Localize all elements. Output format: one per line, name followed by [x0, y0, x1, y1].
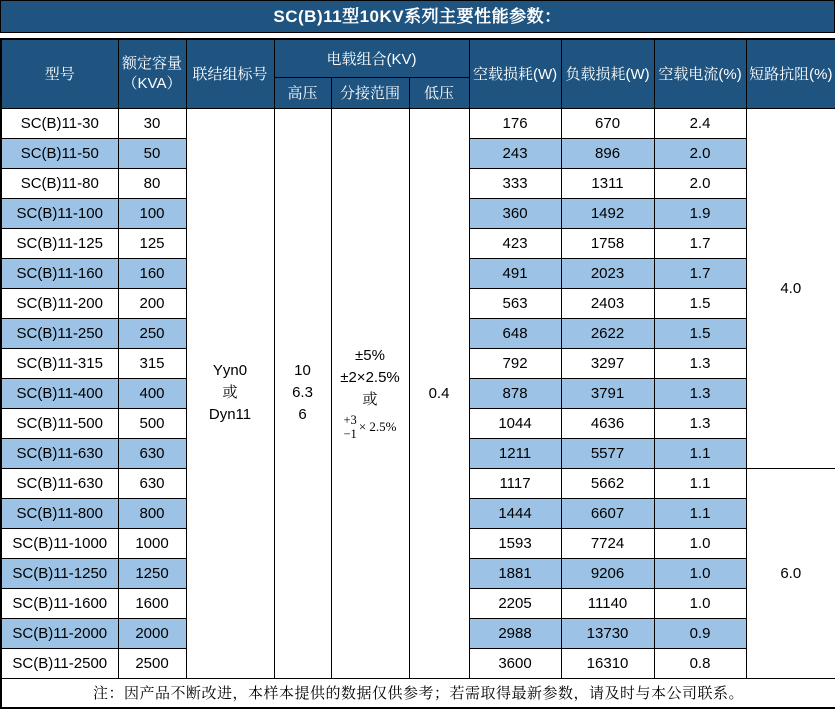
no-load-current-cell: 2.0: [654, 138, 746, 168]
no-load-loss-cell: 2988: [469, 618, 561, 648]
no-load-current-cell: 1.0: [654, 588, 746, 618]
capacity-cell: 315: [118, 348, 186, 378]
no-load-loss-cell: 792: [469, 348, 561, 378]
tap-stack-top: +3: [343, 412, 357, 427]
capacity-cell: 2000: [118, 618, 186, 648]
model-cell: SC(B)11-80: [1, 168, 118, 198]
no-load-current-cell: 1.7: [654, 258, 746, 288]
no-load-loss-cell: 333: [469, 168, 561, 198]
no-load-loss-cell: 1881: [469, 558, 561, 588]
impedance-cell-group2: 6.0: [746, 468, 835, 678]
load-loss-cell: 896: [561, 138, 654, 168]
connection-line: 或: [222, 384, 238, 401]
page-title: SC(B)11型10KV系列主要性能参数：: [0, 0, 835, 33]
no-load-current-cell: 1.5: [654, 318, 746, 348]
hv-line: 10: [294, 362, 311, 379]
model-cell: SC(B)11-30: [1, 108, 118, 138]
model-cell: SC(B)11-50: [1, 138, 118, 168]
capacity-cell: 630: [118, 468, 186, 498]
capacity-cell: 160: [118, 258, 186, 288]
load-loss-cell: 3297: [561, 348, 654, 378]
load-loss-cell: 16310: [561, 648, 654, 678]
capacity-cell: 1250: [118, 558, 186, 588]
model-cell: SC(B)11-500: [1, 408, 118, 438]
no-load-loss-cell: 648: [469, 318, 561, 348]
load-loss-cell: 5577: [561, 438, 654, 468]
no-load-loss-cell: 423: [469, 228, 561, 258]
load-loss-cell: 670: [561, 108, 654, 138]
col-header-connection: 联结组标号: [186, 39, 274, 108]
no-load-loss-cell: 243: [469, 138, 561, 168]
model-cell: SC(B)11-200: [1, 288, 118, 318]
capacity-cell: 400: [118, 378, 186, 408]
col-header-capacity-line1: 额定容量: [121, 54, 182, 72]
impedance-cell-group1: 4.0: [746, 108, 835, 468]
load-loss-cell: 11140: [561, 588, 654, 618]
load-loss-cell: 1492: [561, 198, 654, 228]
footer-note-row: [1, 678, 835, 708]
col-header-impedance: 短路抗阻(%): [746, 39, 835, 108]
no-load-current-cell: 1.0: [654, 558, 746, 588]
col-header-capacity-line2: （KVA）: [122, 74, 182, 92]
capacity-cell: 30: [118, 108, 186, 138]
no-load-current-cell: 1.5: [654, 288, 746, 318]
model-cell: SC(B)11-2500: [1, 648, 118, 678]
connection-line: Yyn0: [212, 362, 248, 379]
no-load-loss-cell: 1044: [469, 408, 561, 438]
capacity-cell: 2500: [118, 648, 186, 678]
no-load-loss-cell: 1593: [469, 528, 561, 558]
no-load-current-cell: 2.0: [654, 168, 746, 198]
capacity-cell: 1000: [118, 528, 186, 558]
no-load-loss-cell: 878: [469, 378, 561, 408]
col-header-no-load-loss: 空载损耗(W): [469, 39, 561, 108]
capacity-cell: 630: [118, 438, 186, 468]
hv-line: 6: [298, 406, 307, 423]
col-header-lv: 低压: [409, 77, 469, 108]
tap-stack: [344, 413, 357, 442]
model-cell: SC(B)11-160: [1, 258, 118, 288]
col-header-no-load-current: 空载电流(%): [654, 39, 746, 108]
model-cell: SC(B)11-315: [1, 348, 118, 378]
tap-range-stacked-notation: [332, 413, 409, 442]
col-header-tap-range: 分接范围: [331, 77, 409, 108]
capacity-cell: 1600: [118, 588, 186, 618]
load-loss-cell: 4636: [561, 408, 654, 438]
no-load-current-cell: 0.8: [654, 648, 746, 678]
col-header-model: 型号: [1, 39, 118, 108]
col-header-hv: 高压: [274, 77, 331, 108]
model-cell: SC(B)11-1000: [1, 528, 118, 558]
load-loss-cell: 1758: [561, 228, 654, 258]
table-row: [1, 108, 835, 138]
footer-note: 注：因产品不断改进，本样本提供的数据仅供参考；若需取得最新参数，请及时与本公司联系。: [1, 678, 835, 708]
model-cell: SC(B)11-250: [1, 318, 118, 348]
model-cell: SC(B)11-1600: [1, 588, 118, 618]
capacity-cell: 500: [118, 408, 186, 438]
no-load-loss-cell: 2205: [469, 588, 561, 618]
model-cell: SC(B)11-1250: [1, 558, 118, 588]
capacity-cell: 50: [118, 138, 186, 168]
tap-range-line: ±5%: [355, 346, 385, 364]
no-load-current-cell: 1.1: [654, 498, 746, 528]
col-header-voltage-group: 电载组合(KV): [274, 39, 469, 77]
model-cell: SC(B)11-800: [1, 498, 118, 528]
load-loss-cell: 6607: [561, 498, 654, 528]
model-cell: SC(B)11-100: [1, 198, 118, 228]
load-loss-cell: 7724: [561, 528, 654, 558]
load-loss-cell: 5662: [561, 468, 654, 498]
no-load-loss-cell: 176: [469, 108, 561, 138]
load-loss-cell: 3791: [561, 378, 654, 408]
model-cell: SC(B)11-2000: [1, 618, 118, 648]
capacity-cell: 80: [118, 168, 186, 198]
tap-range-cell: [331, 108, 409, 678]
connection-line: Dyn11: [208, 406, 252, 423]
connection-group-cell: [186, 108, 274, 678]
no-load-current-cell: 1.3: [654, 378, 746, 408]
tap-range-line: 或: [362, 390, 378, 408]
load-loss-cell: 9206: [561, 558, 654, 588]
col-header-capacity: [118, 39, 186, 108]
tap-range-line: ±2×2.5%: [340, 368, 400, 386]
no-load-current-cell: 1.0: [654, 528, 746, 558]
col-header-load-loss: 负载损耗(W): [561, 39, 654, 108]
load-loss-cell: 13730: [561, 618, 654, 648]
no-load-loss-cell: 491: [469, 258, 561, 288]
no-load-current-cell: 2.4: [654, 108, 746, 138]
no-load-current-cell: 1.9: [654, 198, 746, 228]
load-loss-cell: 2622: [561, 318, 654, 348]
load-loss-cell: 2023: [561, 258, 654, 288]
capacity-cell: 250: [118, 318, 186, 348]
no-load-loss-cell: 1117: [469, 468, 561, 498]
model-cell: SC(B)11-630: [1, 438, 118, 468]
load-loss-cell: 1311: [561, 168, 654, 198]
lv-voltage-cell: 0.4: [409, 108, 469, 678]
no-load-loss-cell: 360: [469, 198, 561, 228]
tap-stack-suffix: × 2.5%: [358, 418, 397, 434]
no-load-loss-cell: 563: [469, 288, 561, 318]
capacity-cell: 200: [118, 288, 186, 318]
model-cell: SC(B)11-630: [1, 468, 118, 498]
capacity-cell: 125: [118, 228, 186, 258]
tap-stack-bottom: −1: [343, 427, 357, 441]
model-cell: SC(B)11-125: [1, 228, 118, 258]
no-load-current-cell: 1.3: [654, 408, 746, 438]
no-load-loss-cell: 3600: [469, 648, 561, 678]
no-load-loss-cell: 1444: [469, 498, 561, 528]
no-load-current-cell: 1.3: [654, 348, 746, 378]
no-load-loss-cell: 1211: [469, 438, 561, 468]
no-load-current-cell: 0.9: [654, 618, 746, 648]
hv-voltage-cell: [274, 108, 331, 678]
no-load-current-cell: 1.1: [654, 438, 746, 468]
spec-table: [0, 38, 835, 709]
model-cell: SC(B)11-400: [1, 378, 118, 408]
load-loss-cell: 2403: [561, 288, 654, 318]
no-load-current-cell: 1.7: [654, 228, 746, 258]
no-load-current-cell: 1.1: [654, 468, 746, 498]
capacity-cell: 800: [118, 498, 186, 528]
capacity-cell: 100: [118, 198, 186, 228]
hv-line: 6.3: [292, 384, 313, 401]
